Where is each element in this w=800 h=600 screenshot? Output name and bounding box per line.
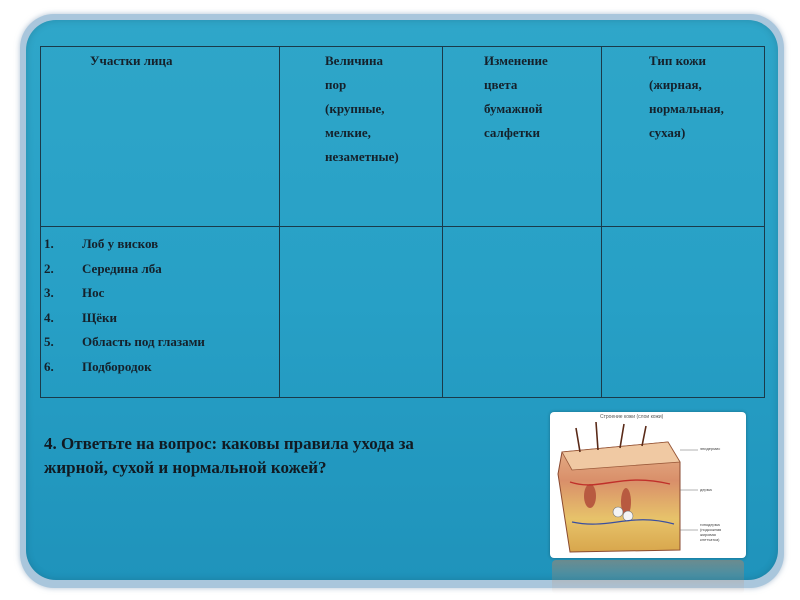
header-face-areas: Участки лица xyxy=(41,47,280,227)
pore-size-cell[interactable] xyxy=(280,227,443,398)
face-areas-cell xyxy=(41,227,280,398)
skin-type-cell[interactable] xyxy=(602,227,765,398)
list-item: 5. Область под глазами xyxy=(44,334,205,349)
list-item: 6. Подбородок xyxy=(44,358,152,374)
skin-structure-image xyxy=(550,412,746,558)
header-skin-type: Тип кожи (жирная, нормальная, сухая) xyxy=(602,47,765,227)
table-header-row xyxy=(41,47,765,227)
napkin-color-cell[interactable] xyxy=(443,227,602,398)
list-item: 3. Нос xyxy=(44,285,105,300)
table-body-row xyxy=(41,227,765,398)
skin-image-title: Строение кожи (слои кожи) xyxy=(600,414,664,420)
skin-type-table xyxy=(40,46,765,398)
label-hypodermis: гиподерма (подкожная жировая клетчатка) xyxy=(700,522,722,542)
header-napkin-color: Изменение цвета бумажной салфетки xyxy=(443,47,602,227)
label-dermis: дерма xyxy=(700,487,712,492)
header-pore-size: Величина пор (крупные, мелкие, незаметные) xyxy=(280,47,443,227)
list-item: 4. Щёки xyxy=(44,309,118,325)
question-text: 4. Ответьте на вопрос: каковы правила ухода за жирной, сухой и нормальной кожей? xyxy=(44,434,414,477)
list-item: 1. Лоб у висков xyxy=(44,236,159,251)
face-areas-list xyxy=(42,232,278,379)
list-item: 2. Середина лба xyxy=(44,260,162,276)
label-epidermis: эпидермис xyxy=(700,446,721,451)
image-reflection xyxy=(552,560,744,594)
